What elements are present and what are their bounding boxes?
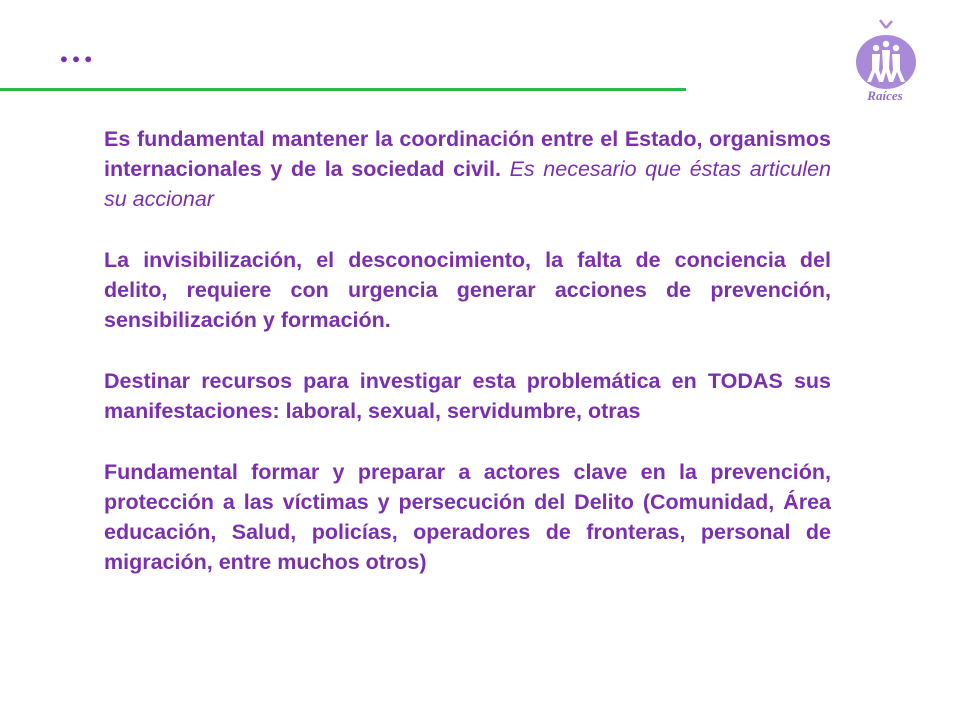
slide-body <box>104 124 831 608</box>
paragraph-training <box>104 457 831 577</box>
paragraph-text: La invisibilización, el desconocimiento, la falta de conciencia del delito, requiere con urgencia generar acciones de prevención, sensibilización y formación. <box>104 248 831 332</box>
paragraph-text: Fundamental formar y preparar a actores clave en la prevención, protección a las víctimas y persecución del Delito (Comunidad, Área educación, Salud, policías, operadores de fronteras, personal de migración, entre muchos otros) <box>104 460 831 574</box>
paragraph-resources <box>104 366 831 426</box>
paragraph-text: Destinar recursos para investigar esta problemática en TODAS sus manifestaciones: laboral, sexual, servidumbre, otras <box>104 369 831 423</box>
slide-title: … <box>58 30 97 70</box>
raices-logo-icon <box>850 18 920 90</box>
title-underline <box>0 88 686 91</box>
raices-logo <box>850 18 920 106</box>
paragraph-text: Es fundamental mantener la coordinación entre el Estado, organismos internacionales y de la sociedad civil. <box>104 127 831 181</box>
logo-text: Raíces <box>867 88 903 103</box>
paragraph-prevention <box>104 245 831 335</box>
paragraph-coordination <box>104 124 831 214</box>
emphasis-text: Es necesario que éstas articulen su accionar <box>104 157 831 211</box>
